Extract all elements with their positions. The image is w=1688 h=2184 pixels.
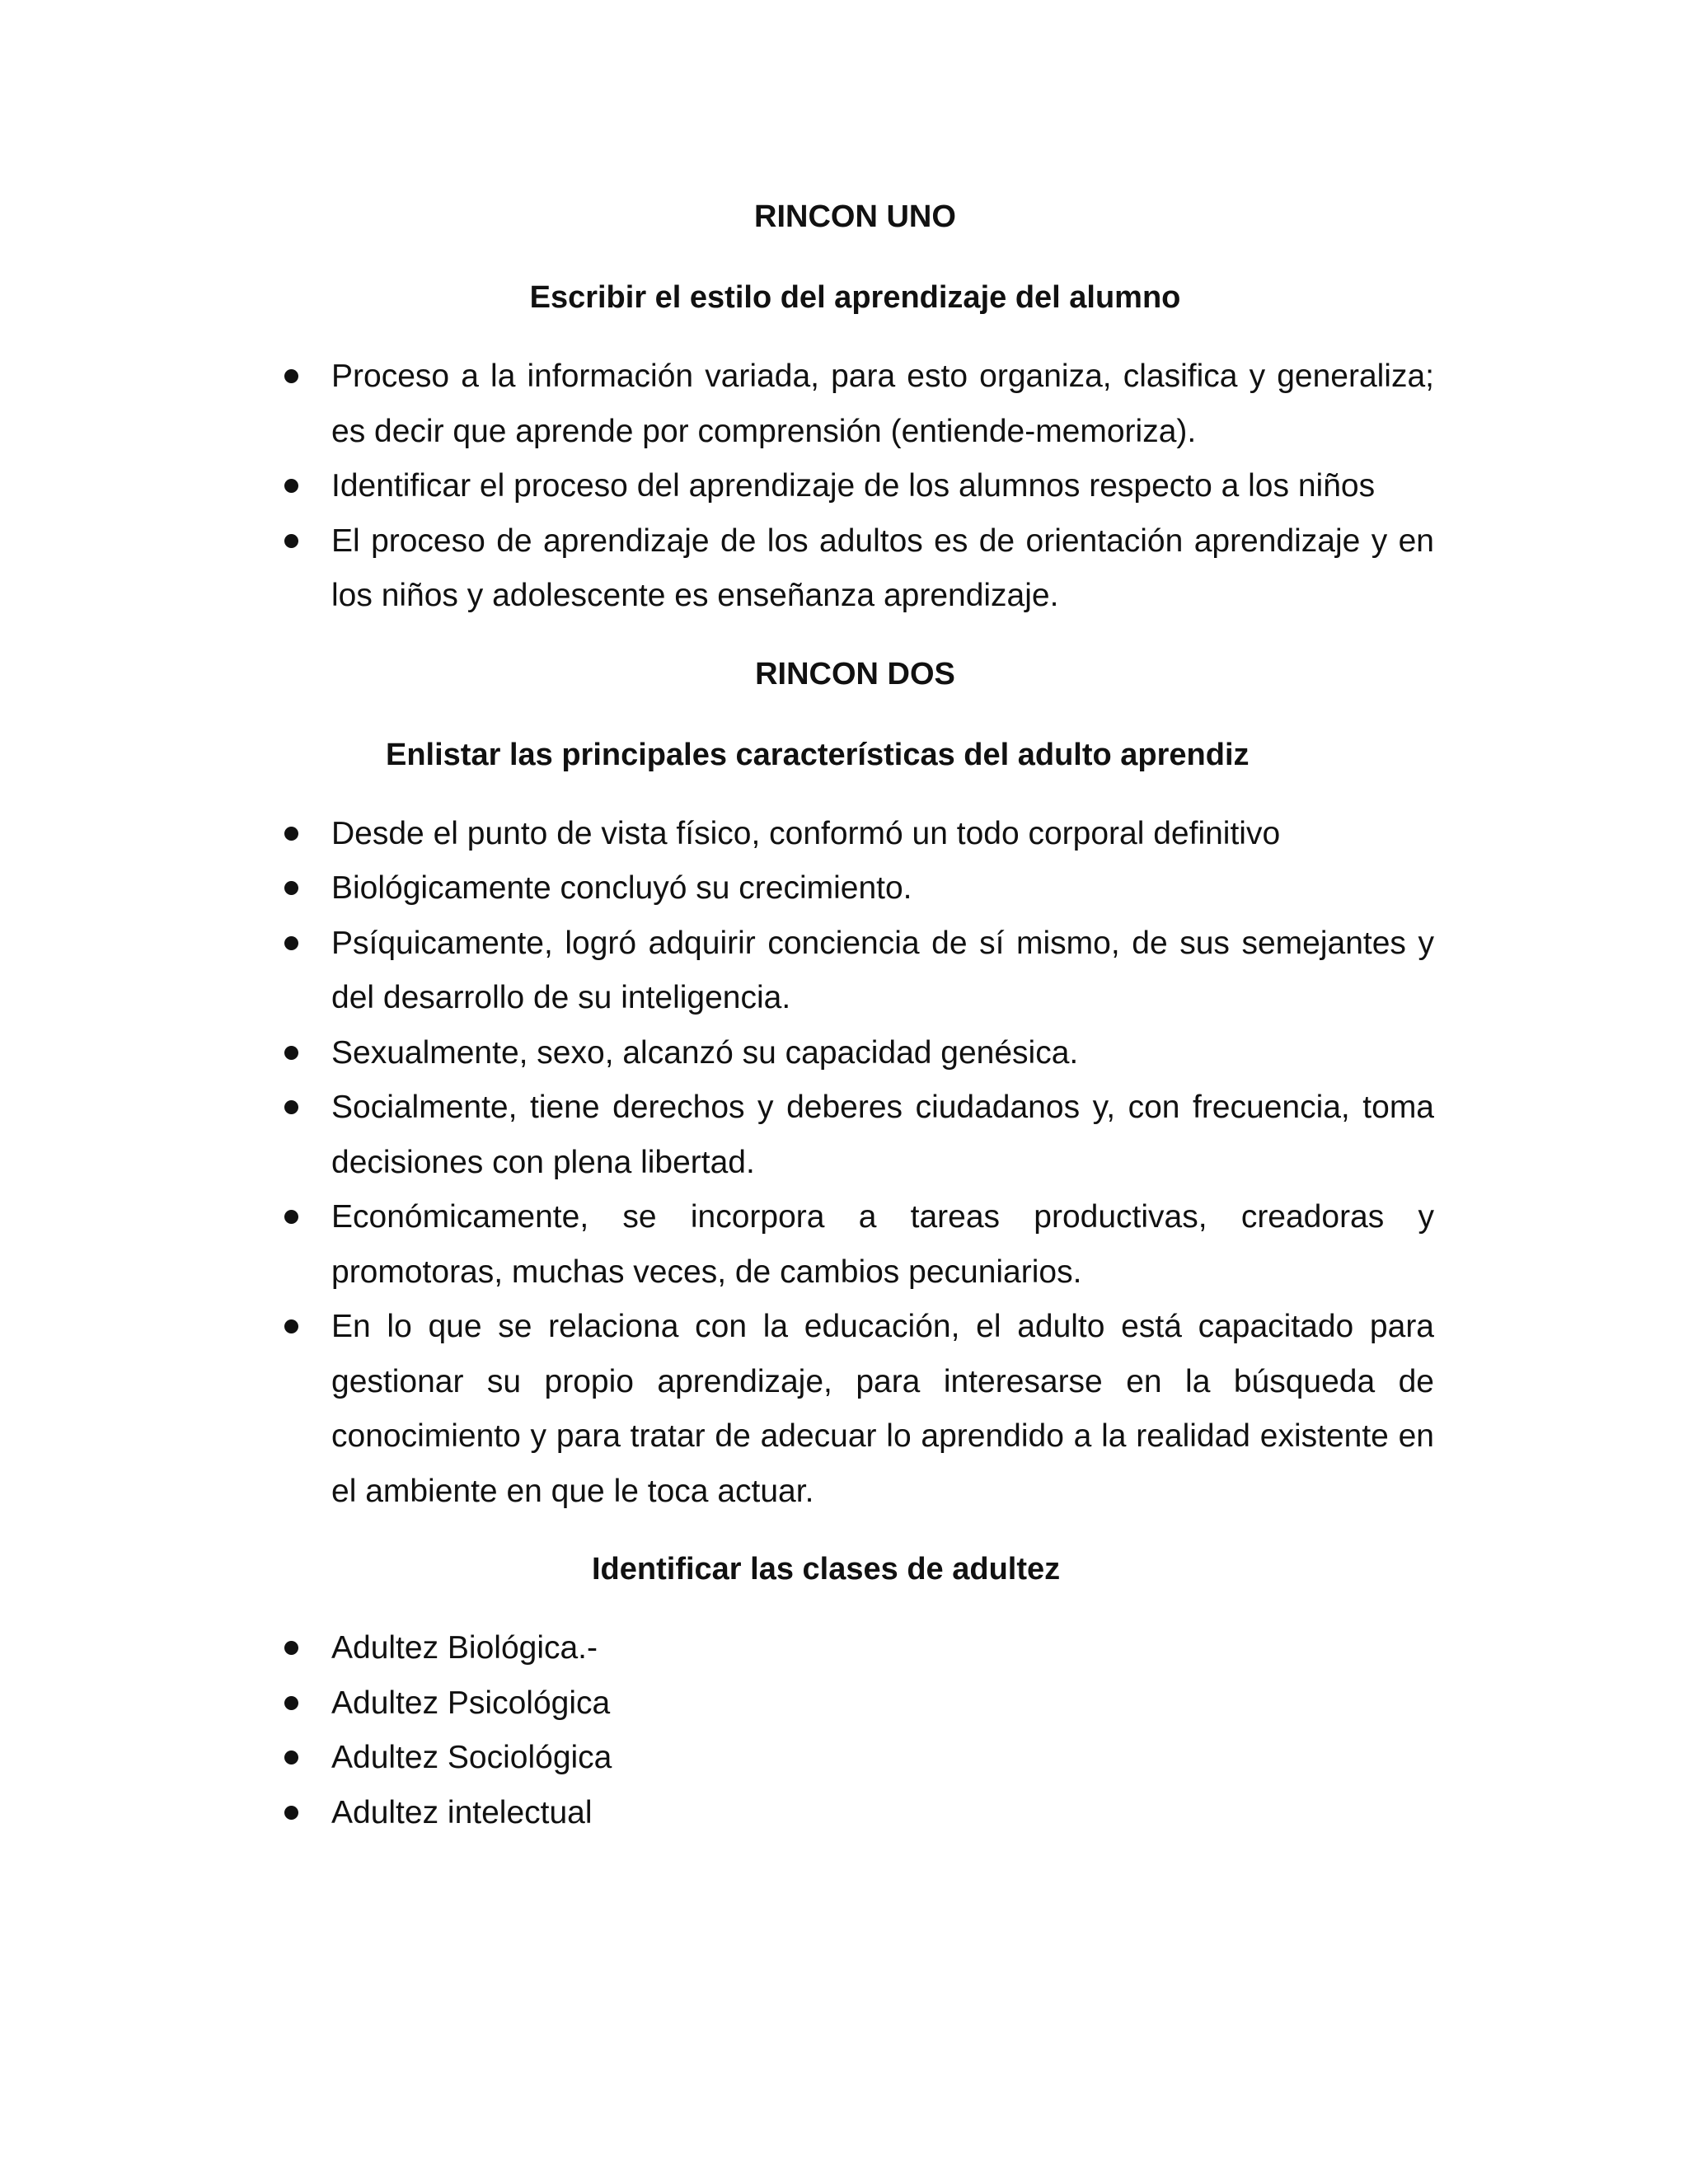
bullet-icon [284, 1641, 298, 1655]
bullet-icon [284, 881, 298, 895]
list-item [276, 861, 1434, 916]
list-item-text: Biológicamente concluyó su crecimiento. [331, 870, 912, 906]
list-item [276, 1080, 1434, 1190]
list-item [276, 1190, 1434, 1300]
section-subtitle-caracteristicas-adulto: Enlistar las principales características del adulto aprendiz [386, 737, 1250, 772]
list-item [276, 459, 1434, 514]
list-item-text: Psíquicamente, logró adquirir conciencia de sí mismo, de sus semejantes y del desarrollo de su inteligencia. [331, 925, 1434, 1015]
list-item [276, 1300, 1434, 1519]
list-item-text: Identificar el proceso del aprendizaje de los alumnos respecto a los niños [331, 468, 1376, 504]
list-item [276, 1621, 1434, 1676]
list-item-text: Socialmente, tiene derechos y deberes ciudadanos y, con frecuencia, toma decisiones con plena libertad. [331, 1090, 1434, 1180]
section-subtitle-estilo-aprendizaje: Escribir el estilo del aprendizaje del alumno [529, 280, 1181, 315]
bullet-icon [284, 1100, 298, 1114]
list-item-text: El proceso de aprendizaje de los adultos es de orientación aprendizaje y en los niños y adolescente es enseñanza aprendizaje. [331, 523, 1434, 613]
list-item-text: Proceso a la información variada, para esto organiza, clasifica y generaliza; es decir que aprende por comprensión (entiende-memoriza). [331, 359, 1434, 449]
list-item [276, 514, 1434, 624]
list-item-text: Adultez Biológica.- [331, 1630, 598, 1666]
list-item [276, 1026, 1434, 1081]
list-item-text: En lo que se relaciona con la educación, el adulto está capacitado para gestionar su propio aprendizaje, para interesarse en la búsqueda de conocimiento y para tratar de adecuar lo aprendido a la realidad existente en el ambiente en que le toca actuar. [331, 1309, 1434, 1509]
list-item [276, 1731, 1434, 1786]
list-item-text: Adultez Sociológica [331, 1740, 612, 1775]
section-subtitle-clases-adultez: Identificar las clases de adultez [592, 1552, 1061, 1586]
bullet-icon [284, 1806, 298, 1820]
bullet-list-clases-adultez [276, 1621, 1434, 1840]
list-item-text: Económicamente, se incorpora a tareas productivas, creadoras y promotoras, muchas veces, de cambios pecuniarios. [331, 1199, 1434, 1290]
bullet-icon [284, 534, 298, 548]
bullet-icon [284, 1210, 298, 1224]
bullet-icon [284, 936, 298, 950]
list-item-text: Adultez intelectual [331, 1794, 593, 1830]
list-item [276, 349, 1434, 459]
list-item [276, 1786, 1434, 1841]
list-item-text: Desde el punto de vista físico, conformó un todo corporal definitivo [331, 815, 1281, 851]
bullet-list-rincon-uno [276, 349, 1434, 624]
bullet-icon [284, 1319, 298, 1333]
document-content [276, 190, 1434, 1863]
list-item [276, 807, 1434, 862]
list-item [276, 1676, 1434, 1732]
bullet-icon [284, 369, 298, 383]
list-item-text: Sexualmente, sexo, alcanzó su capacidad genésica. [331, 1034, 1079, 1071]
bullet-list-rincon-dos [276, 807, 1434, 1520]
section-title-rincon-uno: RINCON UNO [754, 199, 956, 234]
list-item [276, 916, 1434, 1026]
bullet-icon [284, 827, 298, 841]
bullet-icon [284, 479, 298, 493]
bullet-icon [284, 1046, 298, 1060]
section-title-rincon-dos: RINCON DOS [755, 656, 955, 691]
list-item-text: Adultez Psicológica [331, 1685, 611, 1721]
bullet-icon [284, 1750, 298, 1765]
bullet-icon [284, 1696, 298, 1710]
